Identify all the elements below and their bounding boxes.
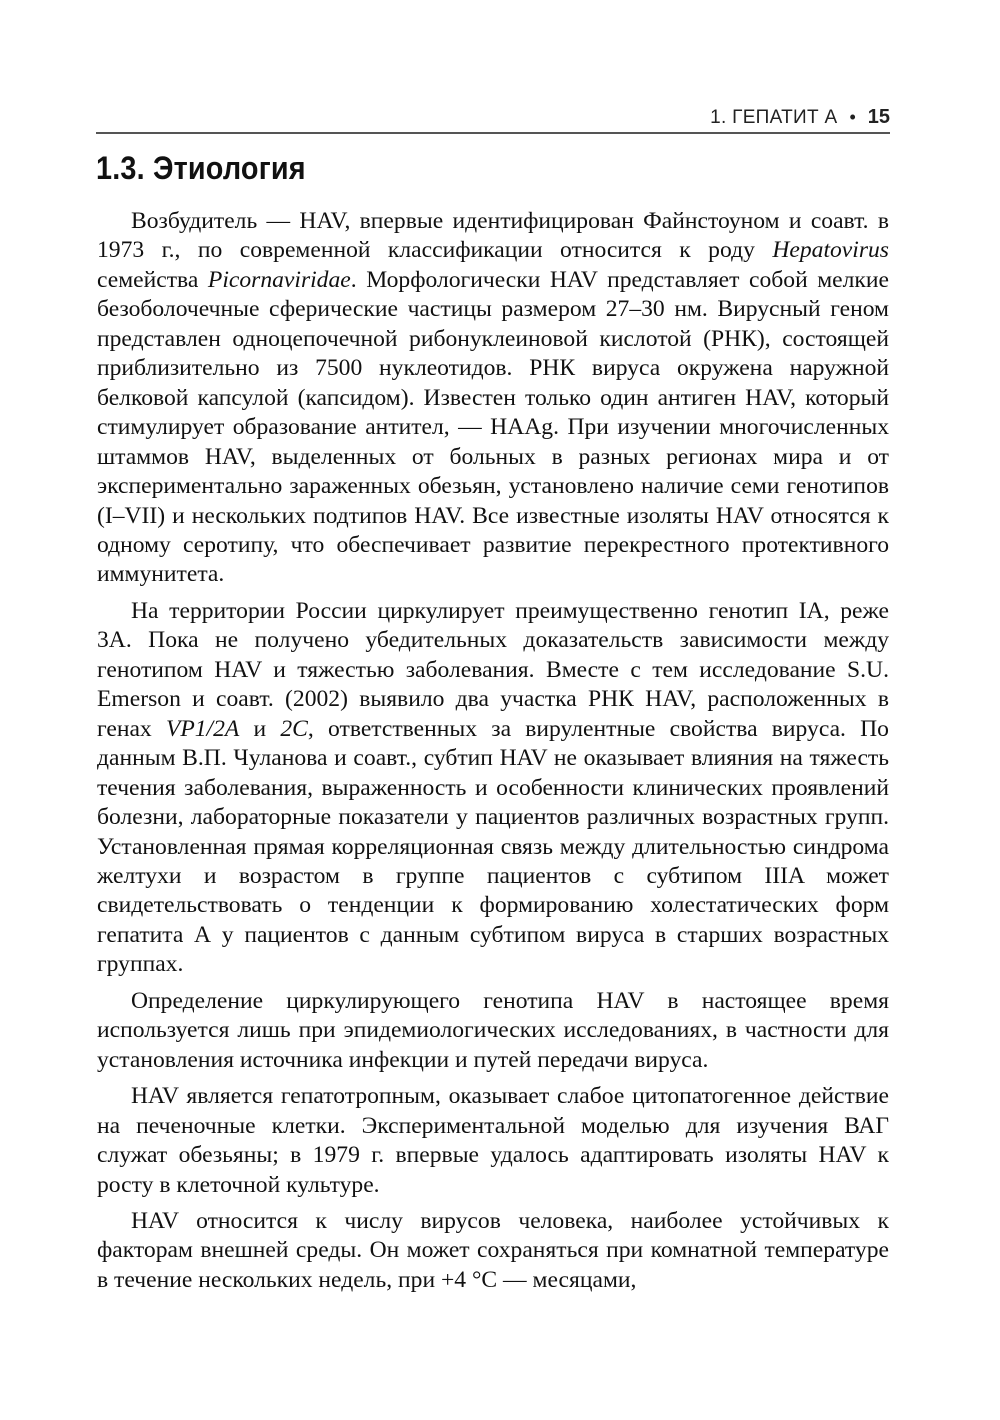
chapter-title: 1. ГЕПАТИТ А — [710, 107, 838, 128]
family-name: Picornaviridae — [207, 266, 351, 293]
text-run: семейства — [97, 266, 208, 293]
text-run: На территории России циркулирует преимущественно генотип IA, реже 3A. Пока не получено убедительных доказательств зависимости между генотипом HAV и тяжестью заболевания. Вместе с тем исследование S.U. Emerson и соавт. (2002) выявило два участка РНК HAV, расположенных в генах — [97, 597, 889, 742]
header-bullet: • — [849, 107, 856, 127]
gene-name: 2C — [280, 715, 308, 742]
body-text — [97, 207, 889, 1295]
text-run: Возбудитель — HAV, впервые идентифицирован Файнстоуном и соавт. в 1973 г., по современной классификации относится к роду — [97, 208, 889, 264]
section-title: 1.3. Этиология — [96, 150, 306, 186]
paragraph-2 — [97, 597, 889, 980]
paragraph-5: HAV относится к числу вирусов человека, наиболее устойчивых к факторам внешней среды. Он может сохраняться при комнатной температуре в течение нескольких недель, при +4 °С — месяцами, — [97, 1207, 889, 1293]
text-run: и — [239, 715, 281, 742]
paragraph-4: HAV является гепатотропным, оказывает слабое цитопатогенное действие на печеночные клетки. Экспериментальной моделью для изучения ВАГ служат обезьяны; в 1979 г. впервые удалось адаптировать изоляты HAV к росту в клеточной культуре. — [97, 1083, 889, 1198]
paragraph-1 — [97, 207, 889, 590]
genus-name: Hepatovirus — [772, 237, 889, 264]
gene-name: VP1/2A — [165, 715, 240, 742]
paragraph-3: Определение циркулирующего генотипа HAV в настоящее время используется лишь при эпидемиологических исследованиях, в частности для установления источника инфекции и путей передачи вируса. — [97, 987, 889, 1073]
running-header — [96, 100, 890, 134]
page-number: 15 — [867, 106, 890, 128]
text-run: . Морфологически HAV представляет собой мелкие безоболочечные сферические частицы размером 27–30 нм. Вирусный геном представлен одноцепочечной рибонуклеиновой кислотой (РНК), состоящей приблизительно из 7500 нуклеотидов. РНК вируса окружена наружной белковой капсулой (капсидом). Известен только один антиген HAV, который стимулирует образование антител, — HAAg. При изучении многочисленных штаммов HAV, выделенных от больных в разных регионах мира и от экспериментально зараженных обезьян, установлено наличие семи генотипов (I–VII) и нескольких подтипов HAV. Все известные изоляты HAV относятся к одному серотипу, что обеспечивает развитие перекрестного протективного иммунитета. — [97, 266, 889, 588]
text-run: , ответственных за вирулентные свойства вируса. По данным В.П. Чуланова и соавт., субтип HAV не оказывает влияния на тяжесть течения заболевания, выраженность и особенности клинических проявлений болезни, лабораторные показатели у пациентов различных возрастных групп. Установленная прямая корреляционная связь между длительностью синдрома желтухи и возрастом в группе пациентов с субтипом IIIA может свидетельствовать о тенденции к формированию холестатических форм гепатита А у пациентов с данным субтипом вируса в старших возрастных группах. — [97, 715, 889, 978]
